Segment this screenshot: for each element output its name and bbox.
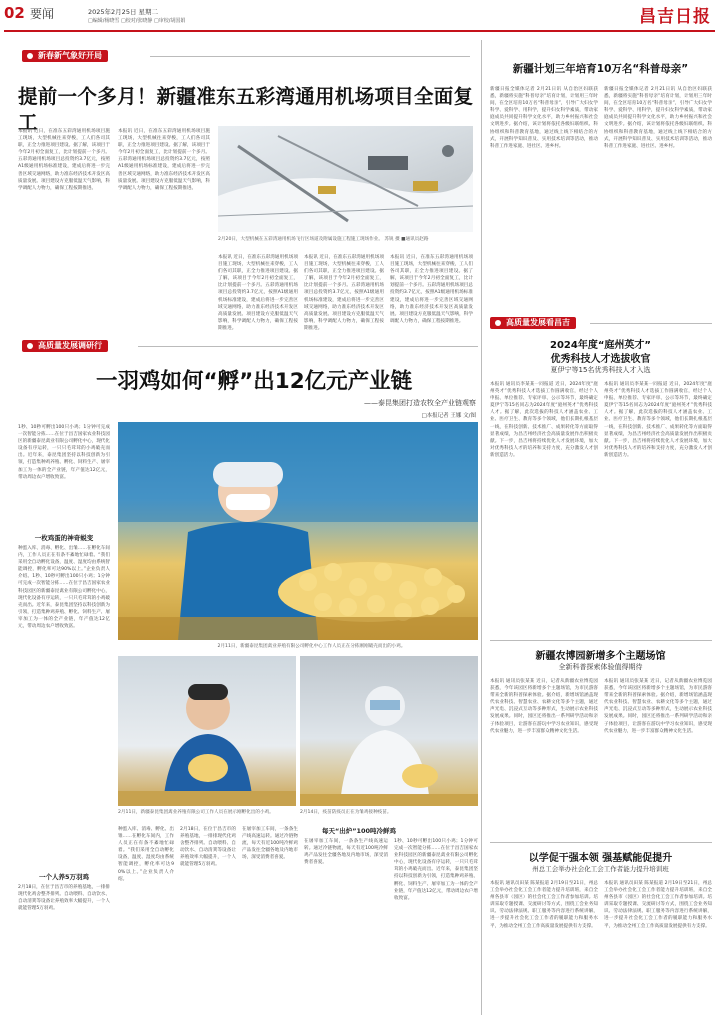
- airport-body-col4: 本报讯 近日，在准东五彩湾通用机场项目施工现场，大型机械往来穿梭，工人们各司其职，正全力推进项目建设。据了解，该项目于今年2月初全面复工，比计划提前一个多月。五彩湾通用机场项目总投资约3.7亿元，按照A1级通用机场标准建设，建成后将进一步完善区域交通网络，助力准东经济技术开发区高质量发展。项目建设方克服低温天气影响，科学调配人力物力，确保工程按期推进。: [304, 255, 384, 331]
- expo-headline: 新疆农博园新增多个主题场馆: [535, 651, 666, 662]
- airport-caption: 2月20日，大型机械在五彩湾通用机场飞行区场道及附属设施工程施工现场作业。 苏锐 摄 ■通讯员赵路: [218, 237, 429, 242]
- chicken-body-col1b: 2月18日，在位于昌吉市的养殖基地，一排排现代化鸡舍整齐排列。自动喂料、自动饮水、自动清粪等设备让养殖效率大幅提升，一个人就能管理5万羽鸡。: [18, 885, 110, 912]
- tag-rule-3: [590, 323, 712, 324]
- talent-headline-2: 优秀科技人才选拔收官: [550, 354, 651, 365]
- talent-headline: 2024年度“庭州英才”: [550, 340, 651, 351]
- chicken-caption-right: 2月14日，疫苗防疫员正在为雏鸡接种疫苗。: [300, 810, 392, 815]
- chicken-body-col6: 1秒、10秒可孵出100只小鸡；1分钟可完成一次智能分拣……在位于昌吉国家农业科技园区的新疆泰昆禽业有限公司孵化中心，现代化设备有序运转，一只只毛茸茸的小鸡破壳而出。近年来，泰昆集团坚持以科技创新为引领，打造集种鸡养殖、孵化、饲料生产、屠宰加工为一体的全产业链，年产值达12亿元，带动周边农户增收致富。: [394, 839, 478, 901]
- chicken-body-col2: 种蛋入库、消毒、孵化、出雏……在孵化车间内，工作人员正在有条不紊地忙碌着。“我们采用全自动孵化设备，温度、湿度均由系统智能调控，孵化率可达90%以上。”企业负责人介绍。: [118, 827, 174, 882]
- expo-subheadline: 全新科普探索体验值得期待: [558, 663, 643, 671]
- union-headline: 以学促干强本领 强基赋能促提升: [528, 853, 673, 864]
- hatchery-worker-illustration: [118, 422, 478, 640]
- expo-union-divider: [490, 842, 712, 843]
- union-subheadline: 州总工会举办社会化工会工作者能力提升培训班: [532, 865, 669, 873]
- union-body-col2: 本报讯 通讯员田某 陈某报道 2月19日至21日，州总工会举办社会化工会工作者能力提升培训班，来自全州各县市（园区）的社会化工会工作者参加培训。培训采取专题授课、交流研讨等方式，围绕工会业务知识、劳动法律法规、职工服务等内容进行系统讲解，进一步提升社会化工会工作者的履职能力和服务水平，为推动全州工会工作高质量发展提供有力支撑。: [604, 881, 712, 929]
- union-body-col1: 本报讯 通讯员田某 陈某报道 2月19日至21日，州总工会举办社会化工会工作者能力提升培训班，来自全州各县市（园区）的社会化工会工作者参加培训。培训采取专题授课、交流研讨等方式，围绕工会业务知识、劳动法律法规、职工服务等内容进行系统讲解，进一步提升社会化工会工作者的履职能力和服务水平，为推动全州工会工作高质量发展提供有力支撑。: [490, 881, 598, 929]
- chicken-byline: □本报记者 王娜 文/图: [421, 413, 476, 419]
- expo-body-col2: 本报讯 通讯员张某某 近日，记者从新疆农业博览园获悉，今年该园区将新增多个主题场馆，为市民游客带来全新的科普探索体验。据介绍，新增场馆涵盖现代农业科技、智慧农业、农耕文化等多个主题，通过声光电、沉浸式互动等多种形式，生动展示农业科技发展成果。同时，园区还将推出一系列研学活动和亲子体验项目，让游客在游玩中学习农业知识，感受现代农业魅力，进一步丰富群众精神文化生活。: [604, 679, 712, 734]
- airport-photo: [218, 126, 473, 232]
- airport-headline: 提前一个多月！新疆准东五彩湾通用机场项目全面复工: [18, 85, 474, 134]
- worker-holding-chick-illustration: [118, 656, 296, 806]
- column-divider: [481, 40, 482, 1015]
- chicken-subhead-3: 每天“出炉”100吨冷鲜鸡: [321, 827, 397, 835]
- chicken-caption-left: 2月11日，新疆泰昆集团禽业养殖有限公司工作人员在展示刚孵化出的小鸡。: [118, 810, 274, 815]
- talent-body-col1: 本报讯 通讯员李某某一同报道 近日，2024年度“庭州英才”优秀科技人才选拔工作圆满收官，经过个人申报、单位推荐、专家评审、公示等环节，最终确定夏伊宁等15名同志为2024年度“庭州英才”优秀科技人才。据了解，此次选拔的科技人才涵盖农业、工业、医疗卫生、教育等多个领域，他们长期扎根基层一线，在科技创新、技术推广、成果转化等方面取得显著成绩，为昌吉州经济社会高质量发展作出积极贡献。下一步，昌吉州将持续优化人才发展环境，加大对优秀科技人才的培养和支持力度，充分激发人才创新创造活力。: [490, 382, 598, 458]
- newspaper-logo: 昌吉日报: [639, 7, 711, 27]
- chicken-worker-photo: [118, 656, 296, 806]
- section-tag-hq-dev-1: 高质量发展调研行: [22, 340, 108, 352]
- expo-body-col1: 本报讯 通讯员张某某 近日，记者从新疆农业博览园获悉，今年该园区将新增多个主题场馆，为市民游客带来全新的科普探索体验。据介绍，新增场馆涵盖现代农业科技、智慧农业、农耕文化等多个主题，通过声光电、沉浸式互动等多种形式，生动展示农业科技发展成果。同时，园区还将推出一系列研学活动和亲子体验项目，让游客在游玩中学习农业知识，感受现代农业魅力，进一步丰富群众精神文化生活。: [490, 679, 598, 734]
- editorial-staff: □编辑/杨晓雪 □校对/张晓静 □审校/胡国娟: [88, 18, 186, 24]
- chicken-body-col4: 在屠宰加工车间，一条条生产线高速运转。通过冷链物流，每天有近100吨冷鲜鸡产品发往全疆各地及内地市场，深受消费者喜爱。: [242, 827, 298, 861]
- page-number: 02: [4, 4, 25, 22]
- header-divider: [4, 30, 715, 32]
- airport-body-col3: 本报讯 近日，在准东五彩湾通用机场项目施工现场，大型机械往来穿梭，工人们各司其职，正全力推进项目建设。据了解，该项目于今年2月初全面复工，比计划提前一个多月。五彩湾通用机场项目总投资约3.7亿元，按照A1级通用机场标准建设，建成后将进一步完善区域交通网络，助力准东经济技术开发区高质量发展。项目建设方克服低温天气影响，科学调配人力物力，确保工程按期推进。: [218, 255, 298, 331]
- airport-body-col2: 本报讯 近日，在准东五彩湾通用机场项目施工现场，大型机械往来穿梭，工人们各司其职，正全力推进项目建设。据了解，该项目于今年2月初全面复工，比计划提前一个多月。五彩湾通用机场项目总投资约3.7亿元，按照A1级通用机场标准建设，建成后将进一步完善区域交通网络，助力准东经济技术开发区高质量发展。项目建设方克服低温天气影响，科学调配人力物力，确保工程按期推进。: [118, 129, 210, 191]
- vaccination-photo: [300, 656, 478, 806]
- chicken-subheadline: ——泰昆集团打造农牧全产业链观察: [364, 399, 476, 407]
- chicken-subhead-1: 一枚鸡蛋的神奇蜕变: [34, 534, 94, 542]
- section-name: 要闻: [30, 7, 55, 21]
- chicken-subhead-2: 一个人养5万羽鸡: [38, 873, 90, 881]
- science-body-col1: 新疆日报全媒体记者 2月21日讯 从自治区妇联获悉，新疆将实施“科普母亲”培育计划，计划用三年时间，在全区培育10万名“科普母亲”，引导广大妇女学科学、爱科学、用科学，提升妇女科学素质，带动家庭成员共同提升科学文化水平，助力乡村振兴和社会文明进步。据介绍，该计划将依托各级妇联组织、科协组织和科普教育基地，通过线上线下相结合的方式，开展科学知识普及、实用技术培训等活动，推动科普工作进家庭、进社区、进乡村。: [490, 87, 598, 149]
- talent-body-col2: 本报讯 通讯员李某某一同报道 近日，2024年度“庭州英才”优秀科技人才选拔工作圆满收官，经过个人申报、单位推荐、专家评审、公示等环节，最终确定夏伊宁等15名同志为2024年度“庭州英才”优秀科技人才。据了解，此次选拔的科技人才涵盖农业、工业、医疗卫生、教育等多个领域，他们长期扎根基层一线，在科技创新、技术推广、成果转化等方面取得显著成绩，为昌吉州经济社会高质量发展作出积极贡献。下一步，昌吉州将持续优化人才发展环境，加大对优秀科技人才的培养和支持力度，充分激发人才创新创造活力。: [604, 382, 712, 458]
- talent-subheadline: 夏伊宁等15名优秀科技人才入选: [550, 366, 651, 374]
- tag-rule: [150, 56, 470, 57]
- chicken-headline: 一羽鸡如何“孵”出12亿元产业链: [96, 369, 413, 394]
- chicken-caption-top: 2月11日，新疆泰昆集团禽业养殖有限公司孵化中心工作人员正在分拣刚刚破壳而出的小鸡。: [217, 644, 406, 649]
- airport-body-col5: 本报讯 近日，在准东五彩湾通用机场项目施工现场，大型机械往来穿梭，工人们各司其职，正全力推进项目建设。据了解，该项目于今年2月初全面复工，比计划提前一个多月。五彩湾通用机场项目总投资约3.7亿元，按照A1级通用机场标准建设，建成后将进一步完善区域交通网络，助力准东经济技术开发区高质量发展。项目建设方克服低温天气影响，科学调配人力物力，确保工程按期推进。: [390, 255, 473, 324]
- chicken-hatchery-photo: [118, 422, 478, 640]
- section-tag-hq-dev-2: 高质量发展看昌吉: [490, 317, 576, 329]
- chicken-body-intro: 1秒、10秒可孵出100只小鸡；1分钟可完成一次智能分拣……在位于昌吉国家农业科技园区的新疆泰昆禽业有限公司孵化中心，现代化设备有序运转，一只只毛茸茸的小鸡破壳而出。近年来，泰昆集团坚持以科技创新为引领，打造集种鸡养殖、孵化、饲料生产、屠宰加工为一体的全产业链，年产值达12亿元，带动周边农户增收致富。: [18, 425, 110, 480]
- airport-body-col1: 本报讯 近日，在准东五彩湾通用机场项目施工现场，大型机械往来穿梭，工人们各司其职，正全力推进项目建设。据了解，该项目于今年2月初全面复工，比计划提前一个多月。五彩湾通用机场项目总投资约3.7亿元，按照A1级通用机场标准建设，建成后将进一步完善区域交通网络，助力准东经济技术开发区高质量发展。项目建设方克服低温天气影响，科学调配人力物力，确保工程按期推进。: [18, 129, 110, 191]
- tag-rule-2: [138, 346, 478, 347]
- chicken-body-col1: 种蛋入库、消毒、孵化、出雏……在孵化车间内，工作人员正在有条不紊地忙碌着。“我们采用全自动孵化设备，温度、湿度均由系统智能调控，孵化率可达90%以上。”企业负责人介绍。1秒、10秒可孵出100只小鸡；1分钟可完成一次智能分拣……在位于昌吉国家农业科技园区的新疆泰昆禽业有限公司孵化中心，现代化设备有序运转，一只只毛茸茸的小鸡破壳而出。近年来，泰昆集团坚持以科技创新为引领，打造集种鸡养殖、孵化、饲料生产、屠宰加工为一体的全产业链，年产值达12亿元，带动周边农户增收致富。: [18, 546, 110, 630]
- airport-construction-illustration: [218, 126, 473, 232]
- vaccination-illustration: [300, 656, 478, 806]
- science-headline: 新疆计划三年培育10万名“科普母亲”: [512, 63, 689, 75]
- talent-expo-divider: [490, 640, 712, 641]
- science-body-col2: 新疆日报全媒体记者 2月21日讯 从自治区妇联获悉，新疆将实施“科普母亲”培育计划，计划用三年时间，在全区培育10万名“科普母亲”，引导广大妇女学科学、爱科学、用科学，提升妇女科学素质，带动家庭成员共同提升科学文化水平，助力乡村振兴和社会文明进步。据介绍，该计划将依托各级妇联组织、科协组织和科普教育基地，通过线上线下相结合的方式，开展科学知识普及、实用技术培训等活动，推动科普工作进家庭、进社区、进乡村。: [604, 87, 712, 149]
- section-tag-new-spring: 新春新气象好开局: [22, 50, 108, 62]
- chicken-body-col5: 在屠宰加工车间，一条条生产线高速运转。通过冷链物流，每天有近100吨冷鲜鸡产品发往全疆各地及内地市场，深受消费者喜爱。: [304, 839, 388, 866]
- chicken-body-col3: 2月18日，在位于昌吉市的养殖基地，一排排现代化鸡舍整齐排列。自动喂料、自动饮水、自动清粪等设备让养殖效率大幅提升，一个人就能管理5万羽鸡。: [180, 827, 236, 868]
- issue-date: 2025年2月25日 星期二: [88, 8, 159, 16]
